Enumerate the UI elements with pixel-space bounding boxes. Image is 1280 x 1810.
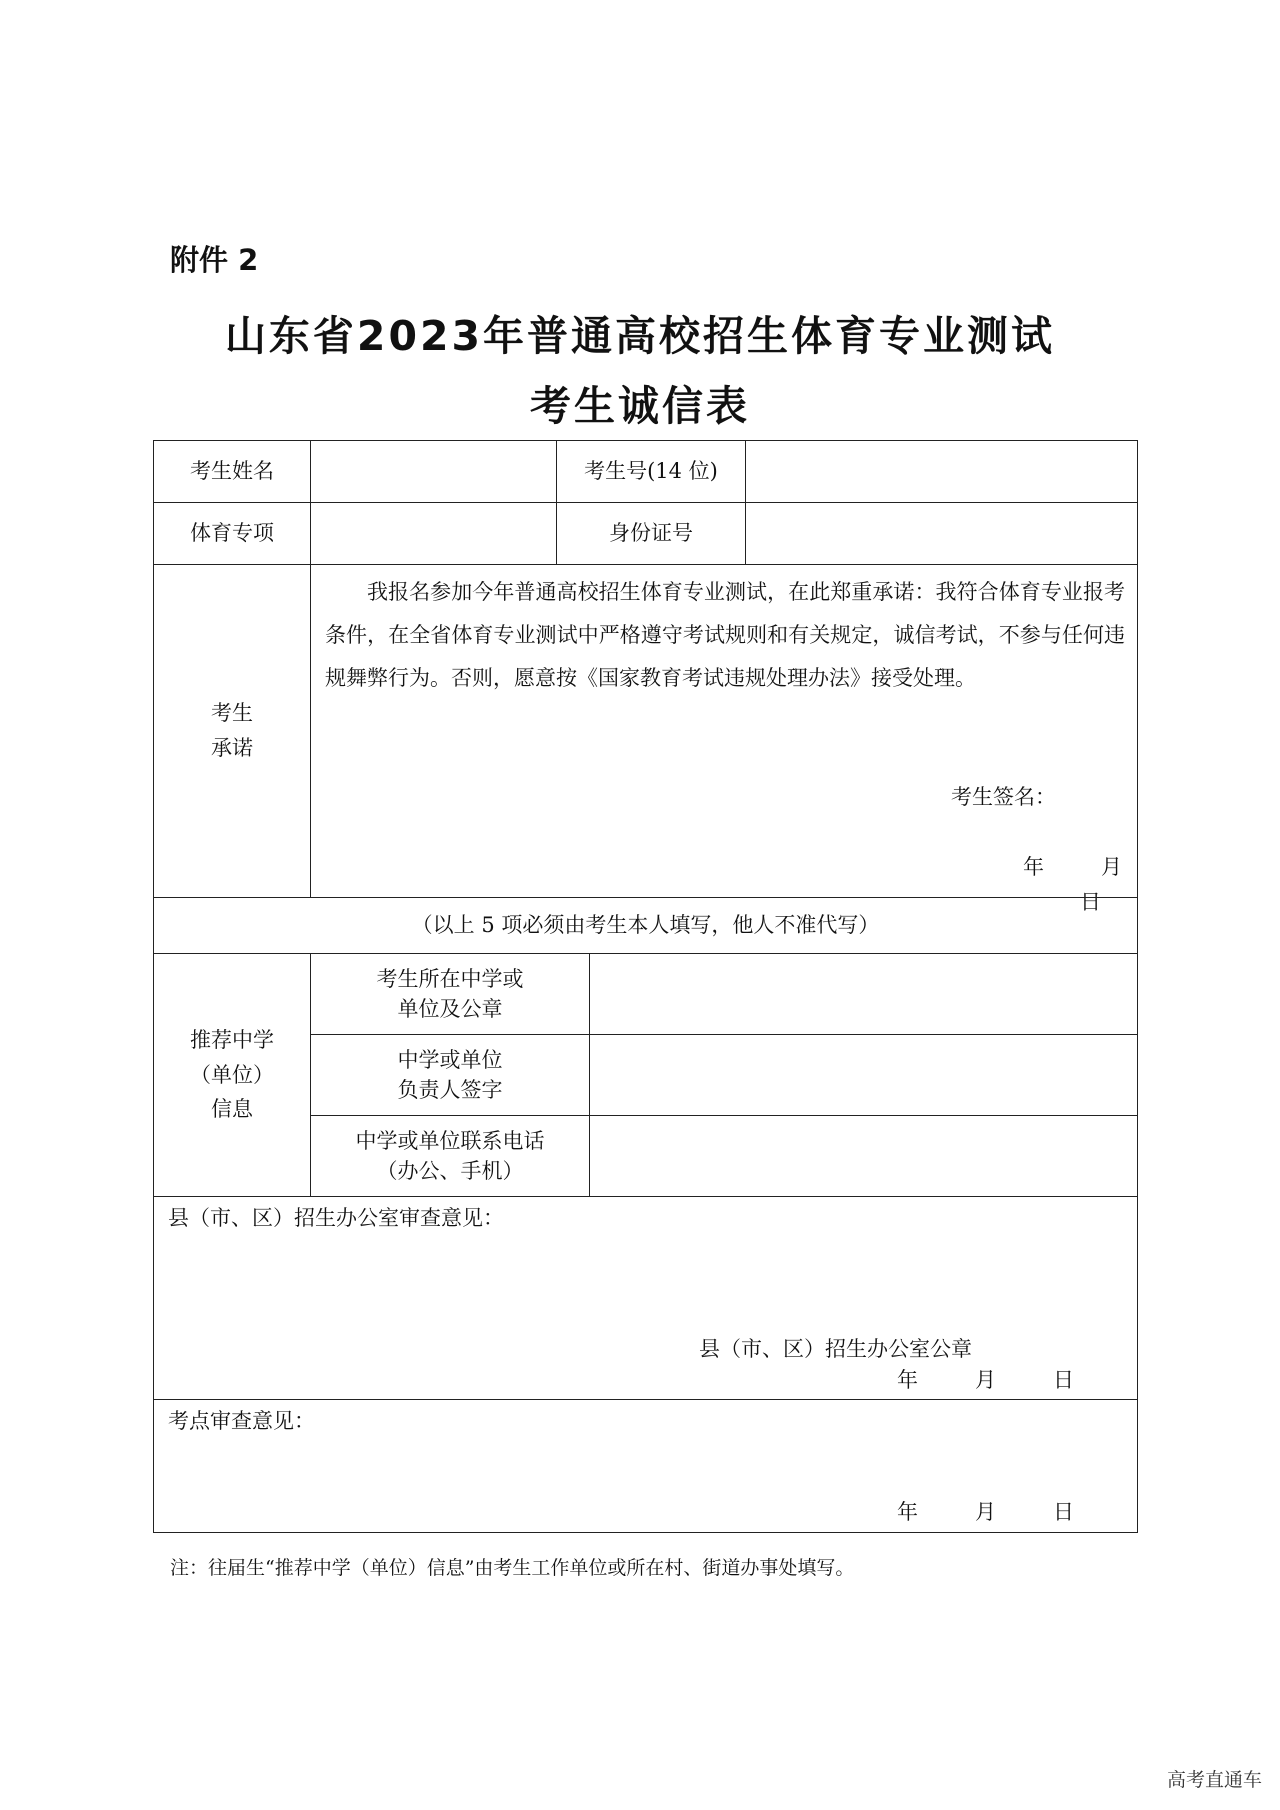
exam-no-field[interactable] <box>745 440 1138 503</box>
pledge-label-cell <box>153 564 311 898</box>
attachment-label: 附件 2 <box>170 243 259 277</box>
id-label-cell <box>556 502 746 565</box>
school-label-line3: 信息 <box>211 1097 253 1122</box>
integrity-form <box>153 440 1138 1533</box>
school-info-label-cell <box>153 953 311 1197</box>
county-review-label: 县（市、区）招生办公室审查意见： <box>168 1206 504 1230</box>
id-field[interactable] <box>745 502 1138 565</box>
school-label-line1: 推荐中学 <box>190 1028 274 1053</box>
name-label-cell <box>153 440 311 503</box>
self-fill-note: （以上 5 项必须由考生本人填写，他人不准代写） <box>411 913 880 938</box>
date-month: 月 <box>975 1368 996 1392</box>
id-label: 身份证号 <box>609 521 693 546</box>
school-label-line2: （单位） <box>190 1062 274 1087</box>
page-title: 山东省2023年普通高校招生体育专业测试 <box>224 312 1056 360</box>
pledge-label-line2: 承诺 <box>211 736 253 760</box>
date-day: 日 <box>1053 1368 1074 1392</box>
school-seal-label-line1: 考生所在中学或 <box>376 966 524 991</box>
name-label: 考生姓名 <box>190 459 274 484</box>
exam-no-label: 考生号(14 位) <box>584 459 718 484</box>
date-month: 月 <box>1101 855 1122 879</box>
school-seal-label-cell <box>310 953 590 1035</box>
pledge-label-line1: 考生 <box>211 701 253 726</box>
school-phone-label-line2: （办公、手机） <box>376 1159 524 1183</box>
school-seal-label-line2: 单位及公章 <box>397 997 503 1021</box>
sport-label: 体育专项 <box>190 521 274 546</box>
site-date <box>897 1495 1074 1530</box>
school-phone-label-cell <box>310 1115 590 1197</box>
pledge-text: 我报名参加今年普通高校招生体育专业测试，在此郑重承诺：我符合体育专业报考条件，在全省体育专业测试中严格遵守考试规则和有关规定，诚信考试，不参与任何违规舞弊行为。否则，愿意按《国家教育考试违规处理办法》接受处理。 <box>325 580 1125 690</box>
date-year: 年 <box>1023 855 1044 879</box>
exam-no-label-cell <box>556 440 746 503</box>
date-month: 月 <box>975 1500 996 1524</box>
sport-field[interactable] <box>310 502 557 565</box>
county-review-cell[interactable] <box>153 1196 1138 1400</box>
footnote: 注：往届生“推荐中学（单位）信息”由考生工作单位或所在村、街道办事处填写。 <box>170 1557 855 1579</box>
sport-label-cell <box>153 502 311 565</box>
self-fill-note-cell <box>153 897 1138 954</box>
site-review-cell[interactable] <box>153 1399 1138 1533</box>
school-phone-field[interactable] <box>589 1115 1138 1197</box>
school-seal-field[interactable] <box>589 953 1138 1035</box>
school-phone-label-line1: 中学或单位联系电话 <box>355 1128 545 1153</box>
pledge-cell <box>310 564 1138 914</box>
county-stamp-label: 县（市、区）招生办公室公章 <box>699 1337 972 1361</box>
page-subtitle: 考生诚信表 <box>530 382 750 430</box>
school-head-label-line1: 中学或单位 <box>397 1047 503 1072</box>
site-review-label: 考点审查意见： <box>168 1409 315 1433</box>
date-year: 年 <box>897 1368 918 1392</box>
signature-label: 考生签名： <box>951 785 1056 809</box>
school-head-label-cell <box>310 1034 590 1116</box>
school-head-label-line2: 负责人签字 <box>397 1078 503 1102</box>
name-field[interactable] <box>310 440 557 503</box>
date-day: 日 <box>1053 1500 1074 1524</box>
watermark: 高考直通车 <box>1166 1769 1262 1791</box>
date-year: 年 <box>897 1500 918 1524</box>
date-day: 日 <box>1080 889 1101 914</box>
county-date <box>897 1363 1074 1398</box>
school-head-field[interactable] <box>589 1034 1138 1116</box>
